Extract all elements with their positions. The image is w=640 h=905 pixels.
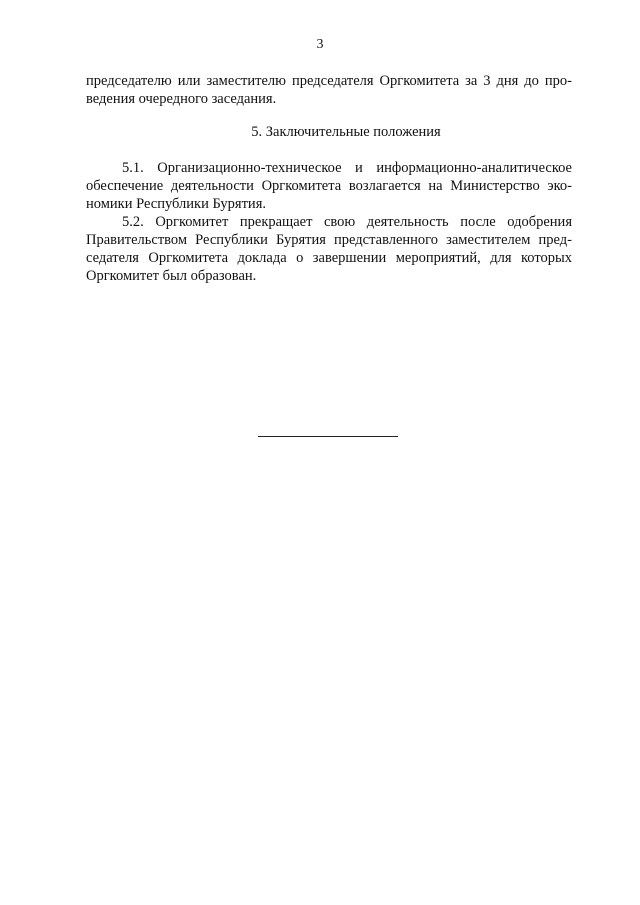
section-heading: 5. Заключительные положения xyxy=(251,124,441,140)
text-line: Правительством Республики Бурятия представленного заместителем пред- xyxy=(86,232,572,248)
document-body xyxy=(86,72,572,285)
text-line: номики Республики Бурятия. xyxy=(86,196,266,212)
text-line: седателя Оргкомитета доклада о завершении мероприятий, для которых xyxy=(86,250,572,266)
text-line: 5.1. Организационно-техническое и информационно-аналитическое xyxy=(122,160,572,176)
text-line: обеспечение деятельности Оргкомитета возлагается на Министерство эко- xyxy=(86,178,572,194)
paragraph-5-2 xyxy=(86,213,572,285)
text-line: председателю или заместителю председателя Оргкомитета за 3 дня до про- xyxy=(86,73,572,89)
text-line: ведения очередного заседания. xyxy=(86,91,277,107)
page-number: 3 xyxy=(316,37,324,52)
intro-paragraph xyxy=(86,72,572,108)
text-line: Оргкомитет был образован. xyxy=(86,268,257,284)
paragraph-5-1 xyxy=(86,159,572,213)
end-of-document-rule xyxy=(258,436,398,437)
text-line: 5.2. Оргкомитет прекращает свою деятельность после одобрения xyxy=(122,214,572,230)
